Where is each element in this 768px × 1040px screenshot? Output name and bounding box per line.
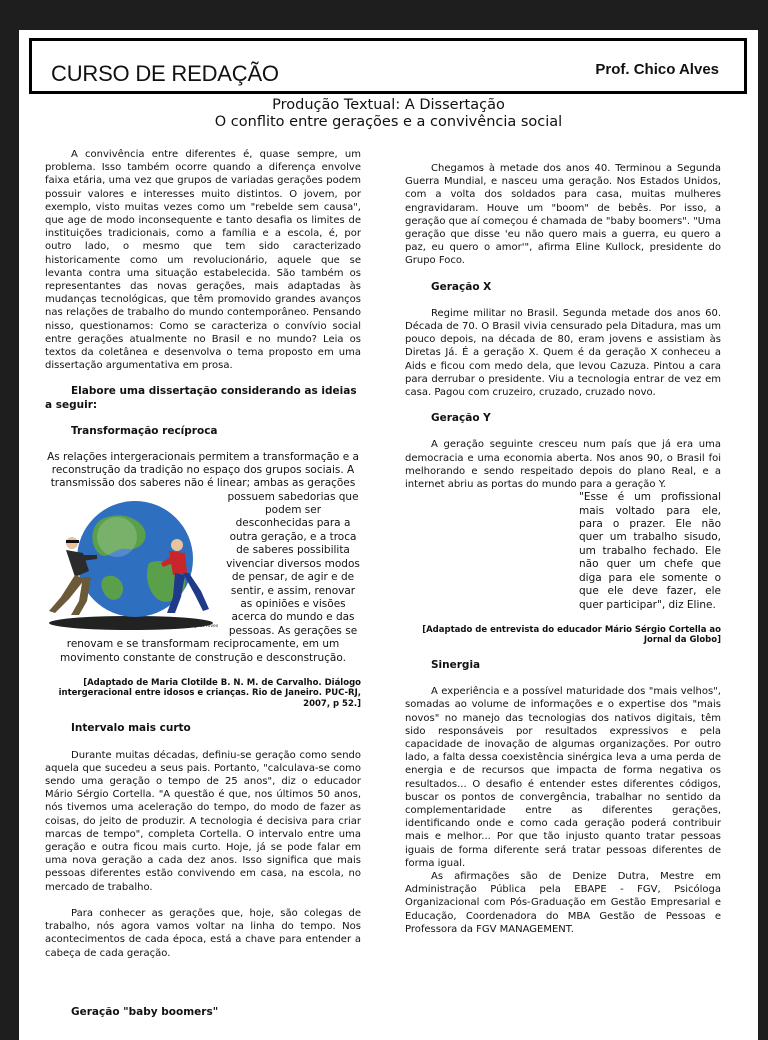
geracao-x-paragraph: Regime militar no Brasil. Segunda metade dos anos 60. Década de 70. O Brasil vivia censurado pela Ditadura, mas um pouco depois, na década de 80, eram jovens e assistiam às Diretas Já. É a geração X. Quem é da geração X conheceu a Aids e ficou com medo dela, que levou Cazuza. Pintou a cara para derrubar o presidente. Viu a tecnologia entrar de vez em casa. Pagou com cruzeiro, cruzado, cruzado novo. — [405, 307, 721, 399]
intro-paragraph: A convivência entre diferentes é, quase sempre, um problema. Isso também ocorre quando a diferença envolve faixa etária, uma vez que grupos de variadas gerações podem possuir valores e interesses muito distintos. O jovem, por exemplo, visto muitas vezes como um "rebelde sem causa", que age de modo inconsequente e tanto desafia os limites de instituições tradicionais, como a família e a escola, é, por outro lado, o mesmo que tem sido caracterizado historicamente como um revolucionário, aquele que se levanta contra uma situação estabelecida. São também os representantes das novas gerações, mais adaptadas às mudanças tecnológicas, que têm promovido grandes avanços nas relações de trabalho do mundo contemporâneo. Pensando nisso, questionamos: Como se caracteriza o convívio social entre gerações atualmente no Brasil e no mundo? Leia os textos da coletânea e desenvolva o tema proposto em uma dissertação argumentativa em prosa. — [45, 149, 361, 372]
course-title: CURSO DE REDAÇÃO — [51, 61, 279, 86]
document-title: Produção Textual: A Dissertação — [272, 97, 505, 113]
heading-baby-boomers: Geração "baby boomers" — [71, 1005, 219, 1018]
header-box — [29, 38, 747, 94]
intervalo-paragraph: Durante muitas décadas, definiu-se geração como sendo aquela que sucedeu a seus pais. Portanto, "calculava-se como sendo uma geração o tempo de 25 anos", diz o educador Mário Sérgio Cortella. "A questão é que, nos últimos 50 anos, nós tivemos uma aceleração do tempo, do modo de fazer as coisas, do jeito de produzir. A tecnologia é decisiva para criar marcas de tempo", completa Cortella. O intervalo entre uma geração e outra ficou mais curto. Hoje, já se pode falar em uma nova geração a cada dez anos. Isso significa que mais pessoas diferentes estão convivendo em casa, na escola, no mercado de trabalho. — [45, 749, 361, 893]
right-column — [405, 162, 721, 936]
quote-intro: As relações intergeracionais permitem a transformação e a reconstrução da tradição no espaço dos grupos sociais. A transmissão dos saberes não é linear; ambas as gerações — [47, 451, 359, 490]
instruction-heading: Elabore uma dissertação considerando as ideias a seguir: — [45, 385, 357, 411]
para-conhecer-paragraph: Para conhecer as gerações que, hoje, são colegas de trabalho, nós agora vamos voltar na linha do tempo. Nos acontecimentos de cada época, está a chave para entender a cabeça de cada geração. — [45, 907, 361, 959]
heading-geracao-y: Geração Y — [431, 412, 491, 425]
reference-cortella: [Adaptado de entrevista do educador Mário Sérgio Cortella ao Jornal da Globo] — [422, 624, 721, 646]
heading-sinergia: Sinergia — [431, 658, 481, 671]
professor-name: Prof. Chico Alves — [595, 61, 719, 78]
sinergia-paragraph: A experiência e a possível maturidade dos "mais velhos", somadas ao volume de informações e o expertise dos "mais novos" no manejo das tecnologias dos nativos digitais, têm sido responsáveis por resultados expressivos e pela capacidade de inovação de algumas organizações. Por outro lado, a falta dessa coexistência sinérgica leva a uma perda de energia e de recursos que impacta de forma negativa os resultados... O desafio é entender estes diferentes códigos, buscar os pontos de convergência, trabalhar no sentido da complementaridade entre as diferentes gerações, identificando onde e como cada geração poderá contribuir mais e melhor... Por que tão injusto quanto tratar pessoas iguais de forma diferente será tratar pessoas diferentes de forma igual. — [405, 686, 721, 869]
figure-caption: Milton Rodrigues Alves — [167, 623, 219, 629]
heading-transformacao: Transformação recíproca — [71, 424, 218, 437]
heading-intervalo: Intervalo mais curto — [71, 722, 191, 735]
baby-boomers-paragraph: Chegamos à metade dos anos 40. Terminou a Segunda Guerra Mundial, e nasceu uma geração. Nos Estados Unidos, com a volta dos soldados para casa, muitas mulheres engravidaram. Houve um "boom" de bebês. Por isso, a geração que aí começou é chamada de "baby boomers". "Uma geração que disse 'eu não quero mais a guerra, eu quero a paz, eu quero o amor'", afirma Eline Kullock, presidente do Grupo Foco. — [405, 163, 721, 267]
heading-geracao-x: Geração X — [431, 280, 492, 293]
globe-illustration — [45, 493, 219, 631]
quote-eline: "Esse é um profissional mais voltado para ele, para o prazer. Ele não quer um trabalho sisudo, um trabalho fechado. Ele não quer um chefe que diga para ele somente o que ele deve fazer, ele quer participar", diz Eline. — [579, 491, 721, 611]
quote-body: possuem sabedorias que podem ser desconhecidas para a outra geração, e a troca de saberes possibilita vivenciar diversos modos de pensar, de agir e de sentir, e assim, renovar as opiniões e visões acerca do mundo e das pessoas. As gerações se renovam e se transformam reciprocamente, em um movimento constante de construção e desconstrução. — [60, 490, 360, 664]
geracao-y-paragraph: A geração seguinte cresceu num país que já era uma democracia e uma economia aberta. Nos anos 90, o Brasil foi melhorando e sendo respeitado depois do plano Real, e a internet abriu as portas do mundo para a geração Y. — [405, 439, 721, 491]
reference-carvalho: [Adaptado de Maria Clotilde B. N. M. de Carvalho. Diálogo intergeracional entre idosos e crianças. Rio de Janeiro. PUC-RJ, 2007, p 52.] — [58, 677, 361, 709]
left-column — [45, 148, 361, 1040]
afirmacoes-paragraph: As afirmações são de Denize Dutra, Mestre em Administração Pública pela EBAPE - FGV, Psicóloga Organizacional com Pós-Graduação em Gestão Empresarial e Educação, Coordenadora do MBA Gestão de Pessoas e Professora da FGV MANAGEMENT. — [405, 870, 721, 935]
document-page — [19, 30, 758, 1040]
quote-block — [45, 451, 361, 665]
document-subtitle: O conflito entre gerações e a convivência social — [214, 114, 563, 130]
